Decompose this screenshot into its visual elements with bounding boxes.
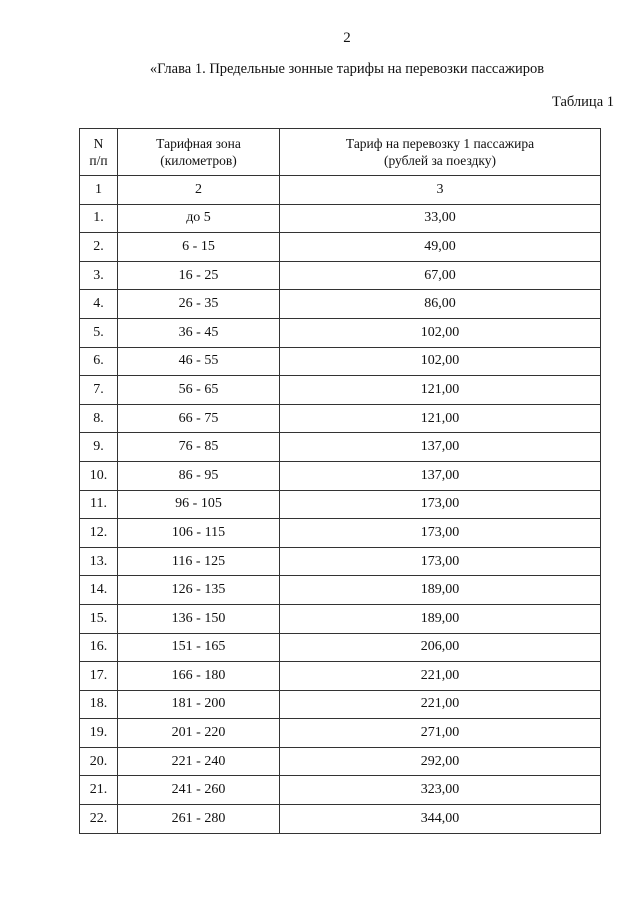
table-row — [80, 404, 601, 433]
row-number-cell: 13. — [80, 547, 118, 576]
tariff-cell: 271,00 — [280, 719, 601, 748]
table-row — [80, 719, 601, 748]
table-row — [80, 662, 601, 691]
tariff-cell: 67,00 — [280, 261, 601, 290]
table-row — [80, 747, 601, 776]
tariff-cell: 137,00 — [280, 461, 601, 490]
row-number-cell: 4. — [80, 290, 118, 319]
tariff-cell: 221,00 — [280, 690, 601, 719]
zone-cell: 166 - 180 — [118, 662, 280, 691]
row-number-cell: 8. — [80, 404, 118, 433]
table-header-row — [80, 129, 601, 176]
row-number-cell: 20. — [80, 747, 118, 776]
row-number-cell: 15. — [80, 604, 118, 633]
row-number-cell: 7. — [80, 376, 118, 405]
row-number-cell: 18. — [80, 690, 118, 719]
column-number: 2 — [118, 176, 280, 205]
tariff-cell: 49,00 — [280, 233, 601, 262]
row-number-cell: 3. — [80, 261, 118, 290]
table-row — [80, 547, 601, 576]
row-number-cell: 17. — [80, 662, 118, 691]
header-zone — [118, 129, 280, 176]
column-number-row — [80, 176, 601, 205]
table-row — [80, 347, 601, 376]
row-number-cell: 1. — [80, 204, 118, 233]
header-tariff — [280, 129, 601, 176]
row-number-cell: 19. — [80, 719, 118, 748]
zone-cell: 6 - 15 — [118, 233, 280, 262]
tariff-cell: 206,00 — [280, 633, 601, 662]
tariff-cell: 121,00 — [280, 376, 601, 405]
chapter-title: «Глава 1. Предельные зонные тарифы на перевозки пассажиров — [149, 61, 545, 77]
row-number-cell: 22. — [80, 805, 118, 834]
table-row — [80, 690, 601, 719]
tariff-cell: 323,00 — [280, 776, 601, 805]
row-number-cell: 10. — [80, 461, 118, 490]
zone-cell: 181 - 200 — [118, 690, 280, 719]
row-number-cell: 6. — [80, 347, 118, 376]
row-number-cell: 2. — [80, 233, 118, 262]
row-number-cell: 9. — [80, 433, 118, 462]
tariff-cell: 344,00 — [280, 805, 601, 834]
zone-cell: 106 - 115 — [118, 519, 280, 548]
table-row — [80, 576, 601, 605]
table-row — [80, 490, 601, 519]
zone-cell: 201 - 220 — [118, 719, 280, 748]
zone-cell: 116 - 125 — [118, 547, 280, 576]
table-label: Таблица 1 — [551, 94, 614, 110]
table-row — [80, 290, 601, 319]
zone-cell: 136 - 150 — [118, 604, 280, 633]
tariff-cell: 102,00 — [280, 318, 601, 347]
header-tariff-line1: Тариф на перевозку 1 пассажира — [345, 136, 535, 151]
zone-cell: 86 - 95 — [118, 461, 280, 490]
zone-cell: 261 - 280 — [118, 805, 280, 834]
tariff-cell: 173,00 — [280, 547, 601, 576]
tariff-cell: 173,00 — [280, 490, 601, 519]
table-row — [80, 433, 601, 462]
row-number-cell: 11. — [80, 490, 118, 519]
table-row — [80, 461, 601, 490]
tariff-cell: 86,00 — [280, 290, 601, 319]
tariff-cell: 137,00 — [280, 433, 601, 462]
tariff-cell: 189,00 — [280, 576, 601, 605]
header-zone-line1: Тарифная зона — [156, 136, 241, 151]
header-number-line2: п/п — [89, 153, 108, 168]
zone-cell: 16 - 25 — [118, 261, 280, 290]
table-row — [80, 204, 601, 233]
row-number-cell: 12. — [80, 519, 118, 548]
row-number-cell: 16. — [80, 633, 118, 662]
page-number: 2 — [343, 30, 351, 46]
zone-cell: 66 - 75 — [118, 404, 280, 433]
row-number-cell: 5. — [80, 318, 118, 347]
zone-cell: 56 - 65 — [118, 376, 280, 405]
tariff-cell: 221,00 — [280, 662, 601, 691]
tariff-cell: 102,00 — [280, 347, 601, 376]
header-tariff-line2: (рублей за поездку) — [383, 153, 497, 168]
table-row — [80, 805, 601, 834]
tariff-cell: 173,00 — [280, 519, 601, 548]
tariff-cell: 189,00 — [280, 604, 601, 633]
zone-cell: 151 - 165 — [118, 633, 280, 662]
row-number-cell: 14. — [80, 576, 118, 605]
tariff-table-body — [80, 204, 601, 833]
tariff-cell: 292,00 — [280, 747, 601, 776]
column-number: 1 — [80, 176, 118, 205]
tariff-table — [79, 128, 601, 834]
zone-cell: 241 - 260 — [118, 776, 280, 805]
table-row — [80, 318, 601, 347]
column-number: 3 — [280, 176, 601, 205]
row-number-cell: 21. — [80, 776, 118, 805]
zone-cell: 76 - 85 — [118, 433, 280, 462]
header-zone-line2: (километров) — [160, 153, 237, 168]
zone-cell: 26 - 35 — [118, 290, 280, 319]
table-row — [80, 233, 601, 262]
table-row — [80, 376, 601, 405]
table-row — [80, 776, 601, 805]
tariff-cell: 121,00 — [280, 404, 601, 433]
zone-cell: 221 - 240 — [118, 747, 280, 776]
tariff-cell: 33,00 — [280, 204, 601, 233]
header-number — [80, 129, 118, 176]
table-row — [80, 261, 601, 290]
zone-cell: 126 - 135 — [118, 576, 280, 605]
table-row — [80, 633, 601, 662]
zone-cell: до 5 — [118, 204, 280, 233]
table-row — [80, 604, 601, 633]
zone-cell: 96 - 105 — [118, 490, 280, 519]
zone-cell: 36 - 45 — [118, 318, 280, 347]
zone-cell: 46 - 55 — [118, 347, 280, 376]
header-number-line1: N — [93, 136, 104, 151]
table-row — [80, 519, 601, 548]
